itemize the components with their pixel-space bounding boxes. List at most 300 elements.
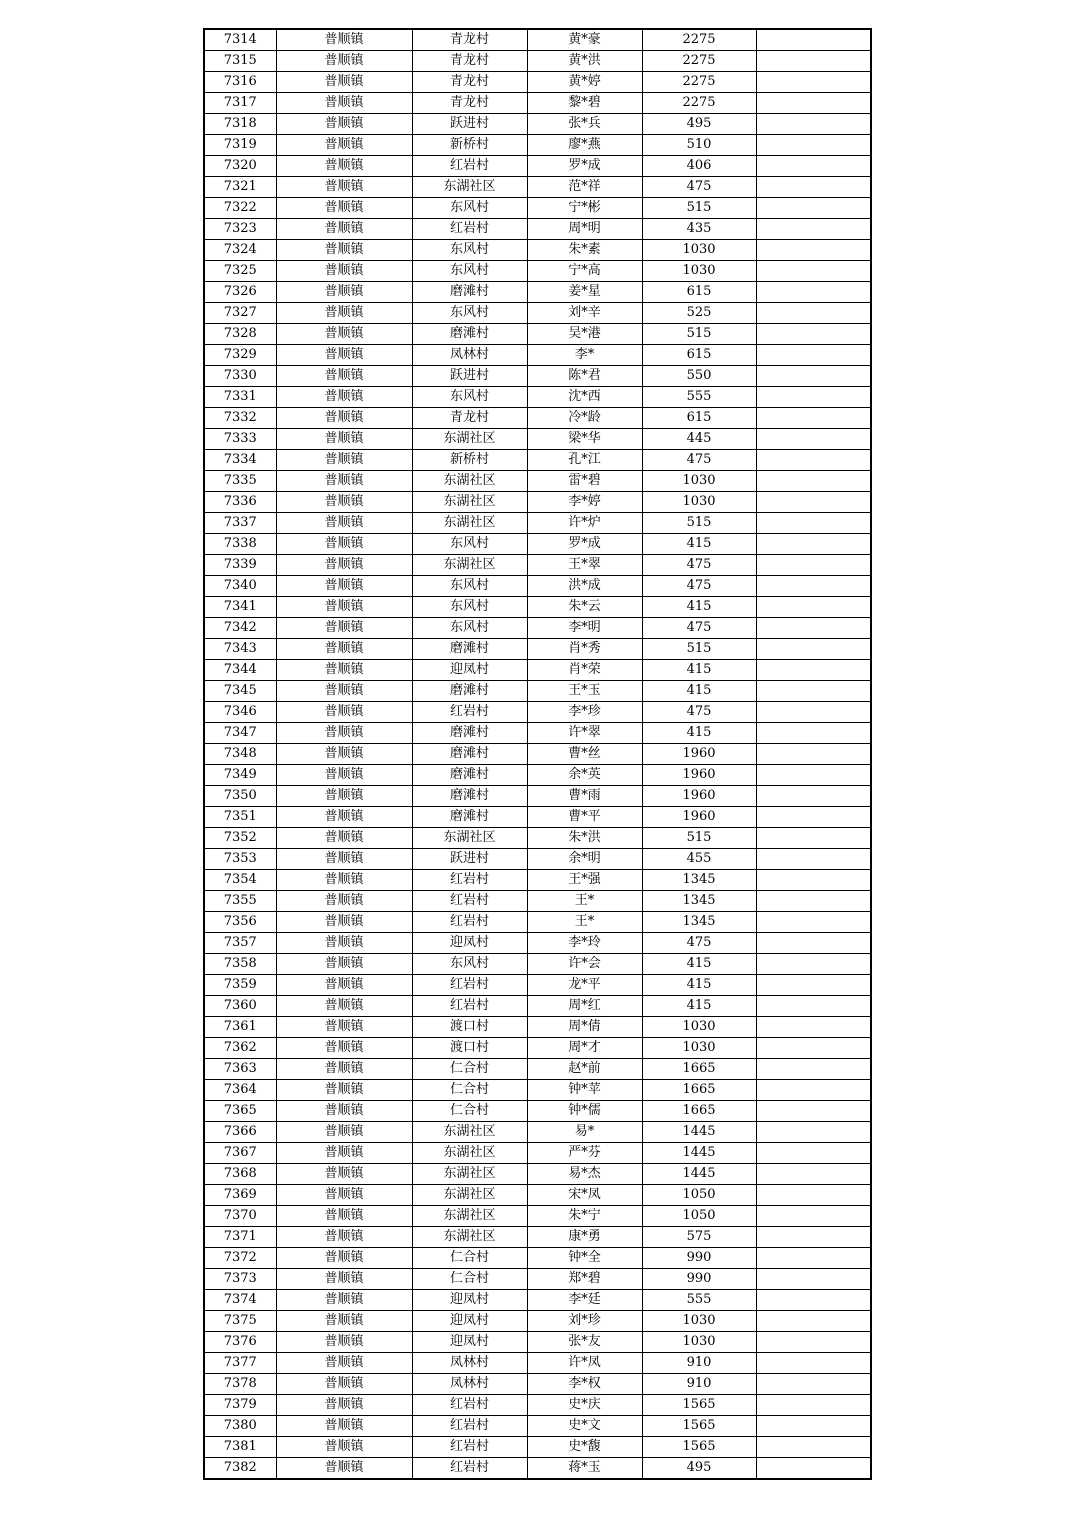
- table-row: [204, 261, 871, 282]
- serial-number-cell: 7351: [204, 807, 276, 828]
- amount-cell: 2275: [642, 93, 756, 114]
- town-cell: 普顺镇: [276, 1227, 412, 1248]
- name-cell: 许*会: [527, 954, 642, 975]
- town-cell: 普顺镇: [276, 891, 412, 912]
- town-cell: 普顺镇: [276, 471, 412, 492]
- town-cell: 普顺镇: [276, 1332, 412, 1353]
- serial-number-cell: 7360: [204, 996, 276, 1017]
- note-cell: [756, 1185, 871, 1206]
- serial-number-cell: 7369: [204, 1185, 276, 1206]
- village-cell: 磨滩村: [412, 723, 527, 744]
- table-row: [204, 450, 871, 471]
- village-cell: 仁合村: [412, 1269, 527, 1290]
- serial-number-cell: 7319: [204, 135, 276, 156]
- note-cell: [756, 1017, 871, 1038]
- name-cell: 刘*珍: [527, 1311, 642, 1332]
- village-cell: 红岩村: [412, 912, 527, 933]
- serial-number-cell: 7323: [204, 219, 276, 240]
- note-cell: [756, 1332, 871, 1353]
- village-cell: 青龙村: [412, 72, 527, 93]
- town-cell: 普顺镇: [276, 114, 412, 135]
- table-row: [204, 1059, 871, 1080]
- table-row: [204, 891, 871, 912]
- serial-number-cell: 7379: [204, 1395, 276, 1416]
- town-cell: 普顺镇: [276, 1185, 412, 1206]
- amount-cell: 615: [642, 345, 756, 366]
- amount-cell: 1960: [642, 765, 756, 786]
- village-cell: 跃进村: [412, 849, 527, 870]
- serial-number-cell: 7322: [204, 198, 276, 219]
- serial-number-cell: 7320: [204, 156, 276, 177]
- name-cell: 张*兵: [527, 114, 642, 135]
- serial-number-cell: 7373: [204, 1269, 276, 1290]
- amount-cell: 1030: [642, 1311, 756, 1332]
- name-cell: 蒋*玉: [527, 1458, 642, 1480]
- village-cell: 东风村: [412, 597, 527, 618]
- village-cell: 东湖社区: [412, 1185, 527, 1206]
- amount-cell: 1960: [642, 807, 756, 828]
- amount-cell: 1050: [642, 1206, 756, 1227]
- serial-number-cell: 7378: [204, 1374, 276, 1395]
- serial-number-cell: 7364: [204, 1080, 276, 1101]
- name-cell: 史*文: [527, 1416, 642, 1437]
- note-cell: [756, 1227, 871, 1248]
- note-cell: [756, 219, 871, 240]
- town-cell: 普顺镇: [276, 618, 412, 639]
- town-cell: 普顺镇: [276, 933, 412, 954]
- note-cell: [756, 534, 871, 555]
- village-cell: 东湖社区: [412, 555, 527, 576]
- serial-number-cell: 7327: [204, 303, 276, 324]
- town-cell: 普顺镇: [276, 1248, 412, 1269]
- note-cell: [756, 723, 871, 744]
- note-cell: [756, 1416, 871, 1437]
- town-cell: 普顺镇: [276, 828, 412, 849]
- note-cell: [756, 702, 871, 723]
- amount-cell: 515: [642, 828, 756, 849]
- note-cell: [756, 1080, 871, 1101]
- name-cell: 肖*秀: [527, 639, 642, 660]
- note-cell: [756, 1059, 871, 1080]
- name-cell: 黄*婷: [527, 72, 642, 93]
- table-row: [204, 1143, 871, 1164]
- name-cell: 易*: [527, 1122, 642, 1143]
- serial-number-cell: 7328: [204, 324, 276, 345]
- note-cell: [756, 576, 871, 597]
- village-cell: 东风村: [412, 534, 527, 555]
- note-cell: [756, 744, 871, 765]
- name-cell: 王*: [527, 912, 642, 933]
- town-cell: 普顺镇: [276, 51, 412, 72]
- name-cell: 康*勇: [527, 1227, 642, 1248]
- amount-cell: 515: [642, 324, 756, 345]
- table-row: [204, 681, 871, 702]
- table-row: [204, 1290, 871, 1311]
- amount-cell: 2275: [642, 51, 756, 72]
- serial-number-cell: 7350: [204, 786, 276, 807]
- table-row: [204, 786, 871, 807]
- note-cell: [756, 1290, 871, 1311]
- note-cell: [756, 660, 871, 681]
- village-cell: 红岩村: [412, 1416, 527, 1437]
- table-row: [204, 240, 871, 261]
- village-cell: 东湖社区: [412, 1206, 527, 1227]
- name-cell: 朱*素: [527, 240, 642, 261]
- table-row: [204, 744, 871, 765]
- serial-number-cell: 7340: [204, 576, 276, 597]
- serial-number-cell: 7342: [204, 618, 276, 639]
- note-cell: [756, 807, 871, 828]
- note-cell: [756, 198, 871, 219]
- name-cell: 龙*平: [527, 975, 642, 996]
- name-cell: 雷*碧: [527, 471, 642, 492]
- serial-number-cell: 7372: [204, 1248, 276, 1269]
- table-row: [204, 471, 871, 492]
- table-row: [204, 954, 871, 975]
- town-cell: 普顺镇: [276, 450, 412, 471]
- village-cell: 迎凤村: [412, 660, 527, 681]
- amount-cell: 415: [642, 954, 756, 975]
- serial-number-cell: 7365: [204, 1101, 276, 1122]
- amount-cell: 1445: [642, 1122, 756, 1143]
- note-cell: [756, 1122, 871, 1143]
- note-cell: [756, 282, 871, 303]
- name-cell: 张*友: [527, 1332, 642, 1353]
- village-cell: 迎凤村: [412, 1332, 527, 1353]
- amount-cell: 1445: [642, 1164, 756, 1185]
- amount-cell: 1565: [642, 1416, 756, 1437]
- village-cell: 凤林村: [412, 1374, 527, 1395]
- name-cell: 孔*江: [527, 450, 642, 471]
- town-cell: 普顺镇: [276, 345, 412, 366]
- amount-cell: 1345: [642, 912, 756, 933]
- village-cell: 东湖社区: [412, 1164, 527, 1185]
- town-cell: 普顺镇: [276, 849, 412, 870]
- serial-number-cell: 7346: [204, 702, 276, 723]
- table-row: [204, 1185, 871, 1206]
- note-cell: [756, 597, 871, 618]
- table-row: [204, 408, 871, 429]
- town-cell: 普顺镇: [276, 681, 412, 702]
- serial-number-cell: 7343: [204, 639, 276, 660]
- note-cell: [756, 1458, 871, 1480]
- table-row: [204, 828, 871, 849]
- village-cell: 红岩村: [412, 870, 527, 891]
- note-cell: [756, 429, 871, 450]
- note-cell: [756, 51, 871, 72]
- town-cell: 普顺镇: [276, 1080, 412, 1101]
- note-cell: [756, 996, 871, 1017]
- note-cell: [756, 1248, 871, 1269]
- data-table: [203, 28, 872, 1480]
- town-cell: 普顺镇: [276, 1206, 412, 1227]
- amount-cell: 510: [642, 135, 756, 156]
- note-cell: [756, 1353, 871, 1374]
- name-cell: 梁*华: [527, 429, 642, 450]
- name-cell: 钟*儒: [527, 1101, 642, 1122]
- town-cell: 普顺镇: [276, 534, 412, 555]
- town-cell: 普顺镇: [276, 807, 412, 828]
- name-cell: 朱*洪: [527, 828, 642, 849]
- serial-number-cell: 7371: [204, 1227, 276, 1248]
- note-cell: [756, 366, 871, 387]
- town-cell: 普顺镇: [276, 408, 412, 429]
- name-cell: 王*强: [527, 870, 642, 891]
- note-cell: [756, 240, 871, 261]
- town-cell: 普顺镇: [276, 1038, 412, 1059]
- amount-cell: 1960: [642, 744, 756, 765]
- name-cell: 洪*成: [527, 576, 642, 597]
- note-cell: [756, 135, 871, 156]
- village-cell: 红岩村: [412, 1395, 527, 1416]
- table-row: [204, 975, 871, 996]
- village-cell: 仁合村: [412, 1248, 527, 1269]
- name-cell: 冷*龄: [527, 408, 642, 429]
- town-cell: 普顺镇: [276, 954, 412, 975]
- table-row: [204, 72, 871, 93]
- table-row: [204, 1038, 871, 1059]
- amount-cell: 435: [642, 219, 756, 240]
- table-row: [204, 513, 871, 534]
- town-cell: 普顺镇: [276, 177, 412, 198]
- amount-cell: 1030: [642, 492, 756, 513]
- note-cell: [756, 1206, 871, 1227]
- village-cell: 新桥村: [412, 450, 527, 471]
- village-cell: 磨滩村: [412, 639, 527, 660]
- name-cell: 钟*全: [527, 1248, 642, 1269]
- name-cell: 余*明: [527, 849, 642, 870]
- table-row: [204, 933, 871, 954]
- serial-number-cell: 7332: [204, 408, 276, 429]
- village-cell: 凤林村: [412, 1353, 527, 1374]
- village-cell: 磨滩村: [412, 786, 527, 807]
- amount-cell: 415: [642, 723, 756, 744]
- village-cell: 磨滩村: [412, 744, 527, 765]
- table-row: [204, 303, 871, 324]
- serial-number-cell: 7317: [204, 93, 276, 114]
- name-cell: 周*倩: [527, 1017, 642, 1038]
- note-cell: [756, 303, 871, 324]
- serial-number-cell: 7330: [204, 366, 276, 387]
- table-row: [204, 1437, 871, 1458]
- town-cell: 普顺镇: [276, 660, 412, 681]
- table-row: [204, 429, 871, 450]
- town-cell: 普顺镇: [276, 72, 412, 93]
- village-cell: 东湖社区: [412, 177, 527, 198]
- amount-cell: 515: [642, 639, 756, 660]
- note-cell: [756, 114, 871, 135]
- note-cell: [756, 29, 871, 51]
- village-cell: 红岩村: [412, 1458, 527, 1480]
- serial-number-cell: 7368: [204, 1164, 276, 1185]
- town-cell: 普顺镇: [276, 282, 412, 303]
- amount-cell: 415: [642, 681, 756, 702]
- table-row: [204, 849, 871, 870]
- serial-number-cell: 7380: [204, 1416, 276, 1437]
- name-cell: 肖*荣: [527, 660, 642, 681]
- town-cell: 普顺镇: [276, 723, 412, 744]
- town-cell: 普顺镇: [276, 765, 412, 786]
- table-row: [204, 1332, 871, 1353]
- village-cell: 磨滩村: [412, 324, 527, 345]
- amount-cell: 615: [642, 408, 756, 429]
- town-cell: 普顺镇: [276, 870, 412, 891]
- amount-cell: 415: [642, 996, 756, 1017]
- village-cell: 东风村: [412, 240, 527, 261]
- amount-cell: 415: [642, 534, 756, 555]
- serial-number-cell: 7338: [204, 534, 276, 555]
- serial-number-cell: 7329: [204, 345, 276, 366]
- town-cell: 普顺镇: [276, 1374, 412, 1395]
- table-row: [204, 345, 871, 366]
- village-cell: 迎凤村: [412, 1290, 527, 1311]
- amount-cell: 555: [642, 387, 756, 408]
- town-cell: 普顺镇: [276, 912, 412, 933]
- serial-number-cell: 7337: [204, 513, 276, 534]
- name-cell: 许*凤: [527, 1353, 642, 1374]
- note-cell: [756, 555, 871, 576]
- town-cell: 普顺镇: [276, 1353, 412, 1374]
- amount-cell: 475: [642, 555, 756, 576]
- note-cell: [756, 786, 871, 807]
- name-cell: 周*才: [527, 1038, 642, 1059]
- table-row: [204, 492, 871, 513]
- village-cell: 东湖社区: [412, 1143, 527, 1164]
- table-row: [204, 807, 871, 828]
- table-row: [204, 1101, 871, 1122]
- table-row: [204, 639, 871, 660]
- note-cell: [756, 1101, 871, 1122]
- village-cell: 仁合村: [412, 1101, 527, 1122]
- village-cell: 磨滩村: [412, 807, 527, 828]
- name-cell: 严*芬: [527, 1143, 642, 1164]
- name-cell: 宁*彬: [527, 198, 642, 219]
- serial-number-cell: 7314: [204, 29, 276, 51]
- amount-cell: 406: [642, 156, 756, 177]
- name-cell: 周*红: [527, 996, 642, 1017]
- serial-number-cell: 7355: [204, 891, 276, 912]
- serial-number-cell: 7347: [204, 723, 276, 744]
- note-cell: [756, 1038, 871, 1059]
- serial-number-cell: 7344: [204, 660, 276, 681]
- table-row: [204, 135, 871, 156]
- note-cell: [756, 975, 871, 996]
- note-cell: [756, 933, 871, 954]
- serial-number-cell: 7381: [204, 1437, 276, 1458]
- amount-cell: 1030: [642, 471, 756, 492]
- town-cell: 普顺镇: [276, 366, 412, 387]
- serial-number-cell: 7315: [204, 51, 276, 72]
- serial-number-cell: 7348: [204, 744, 276, 765]
- village-cell: 跃进村: [412, 114, 527, 135]
- town-cell: 普顺镇: [276, 702, 412, 723]
- village-cell: 磨滩村: [412, 765, 527, 786]
- note-cell: [756, 471, 871, 492]
- note-cell: [756, 324, 871, 345]
- amount-cell: 455: [642, 849, 756, 870]
- name-cell: 史*庆: [527, 1395, 642, 1416]
- note-cell: [756, 1164, 871, 1185]
- amount-cell: 555: [642, 1290, 756, 1311]
- town-cell: 普顺镇: [276, 576, 412, 597]
- village-cell: 磨滩村: [412, 282, 527, 303]
- amount-cell: 575: [642, 1227, 756, 1248]
- amount-cell: 910: [642, 1353, 756, 1374]
- village-cell: 渡口村: [412, 1017, 527, 1038]
- town-cell: 普顺镇: [276, 639, 412, 660]
- note-cell: [756, 1311, 871, 1332]
- town-cell: 普顺镇: [276, 1395, 412, 1416]
- village-cell: 迎凤村: [412, 933, 527, 954]
- serial-number-cell: 7375: [204, 1311, 276, 1332]
- name-cell: 宋*凤: [527, 1185, 642, 1206]
- amount-cell: 1565: [642, 1437, 756, 1458]
- amount-cell: 1050: [642, 1185, 756, 1206]
- note-cell: [756, 1374, 871, 1395]
- town-cell: 普顺镇: [276, 324, 412, 345]
- village-cell: 东湖社区: [412, 1122, 527, 1143]
- table-body: [204, 29, 871, 1479]
- serial-number-cell: 7325: [204, 261, 276, 282]
- amount-cell: 615: [642, 282, 756, 303]
- town-cell: 普顺镇: [276, 1122, 412, 1143]
- amount-cell: 475: [642, 177, 756, 198]
- table-row: [204, 555, 871, 576]
- name-cell: 朱*云: [527, 597, 642, 618]
- village-cell: 东风村: [412, 198, 527, 219]
- name-cell: 黄*豪: [527, 29, 642, 51]
- town-cell: 普顺镇: [276, 1311, 412, 1332]
- table-row: [204, 1458, 871, 1480]
- note-cell: [756, 870, 871, 891]
- town-cell: 普顺镇: [276, 1269, 412, 1290]
- note-cell: [756, 954, 871, 975]
- amount-cell: 910: [642, 1374, 756, 1395]
- name-cell: 王*翠: [527, 555, 642, 576]
- amount-cell: 515: [642, 513, 756, 534]
- name-cell: 郑*碧: [527, 1269, 642, 1290]
- village-cell: 东湖社区: [412, 1227, 527, 1248]
- table-row: [204, 1227, 871, 1248]
- amount-cell: 445: [642, 429, 756, 450]
- amount-cell: 495: [642, 1458, 756, 1480]
- village-cell: 东风村: [412, 576, 527, 597]
- table-row: [204, 1311, 871, 1332]
- serial-number-cell: 7370: [204, 1206, 276, 1227]
- name-cell: 许*翠: [527, 723, 642, 744]
- serial-number-cell: 7359: [204, 975, 276, 996]
- name-cell: 李*廷: [527, 1290, 642, 1311]
- serial-number-cell: 7333: [204, 429, 276, 450]
- amount-cell: 1565: [642, 1395, 756, 1416]
- village-cell: 东风村: [412, 618, 527, 639]
- note-cell: [756, 408, 871, 429]
- table-row: [204, 912, 871, 933]
- table-row: [204, 219, 871, 240]
- town-cell: 普顺镇: [276, 387, 412, 408]
- village-cell: 东湖社区: [412, 492, 527, 513]
- name-cell: 范*祥: [527, 177, 642, 198]
- note-cell: [756, 387, 871, 408]
- village-cell: 东风村: [412, 954, 527, 975]
- amount-cell: 1665: [642, 1101, 756, 1122]
- name-cell: 钟*苹: [527, 1080, 642, 1101]
- table-row: [204, 282, 871, 303]
- serial-number-cell: 7382: [204, 1458, 276, 1480]
- serial-number-cell: 7339: [204, 555, 276, 576]
- name-cell: 宁*高: [527, 261, 642, 282]
- table-row: [204, 1080, 871, 1101]
